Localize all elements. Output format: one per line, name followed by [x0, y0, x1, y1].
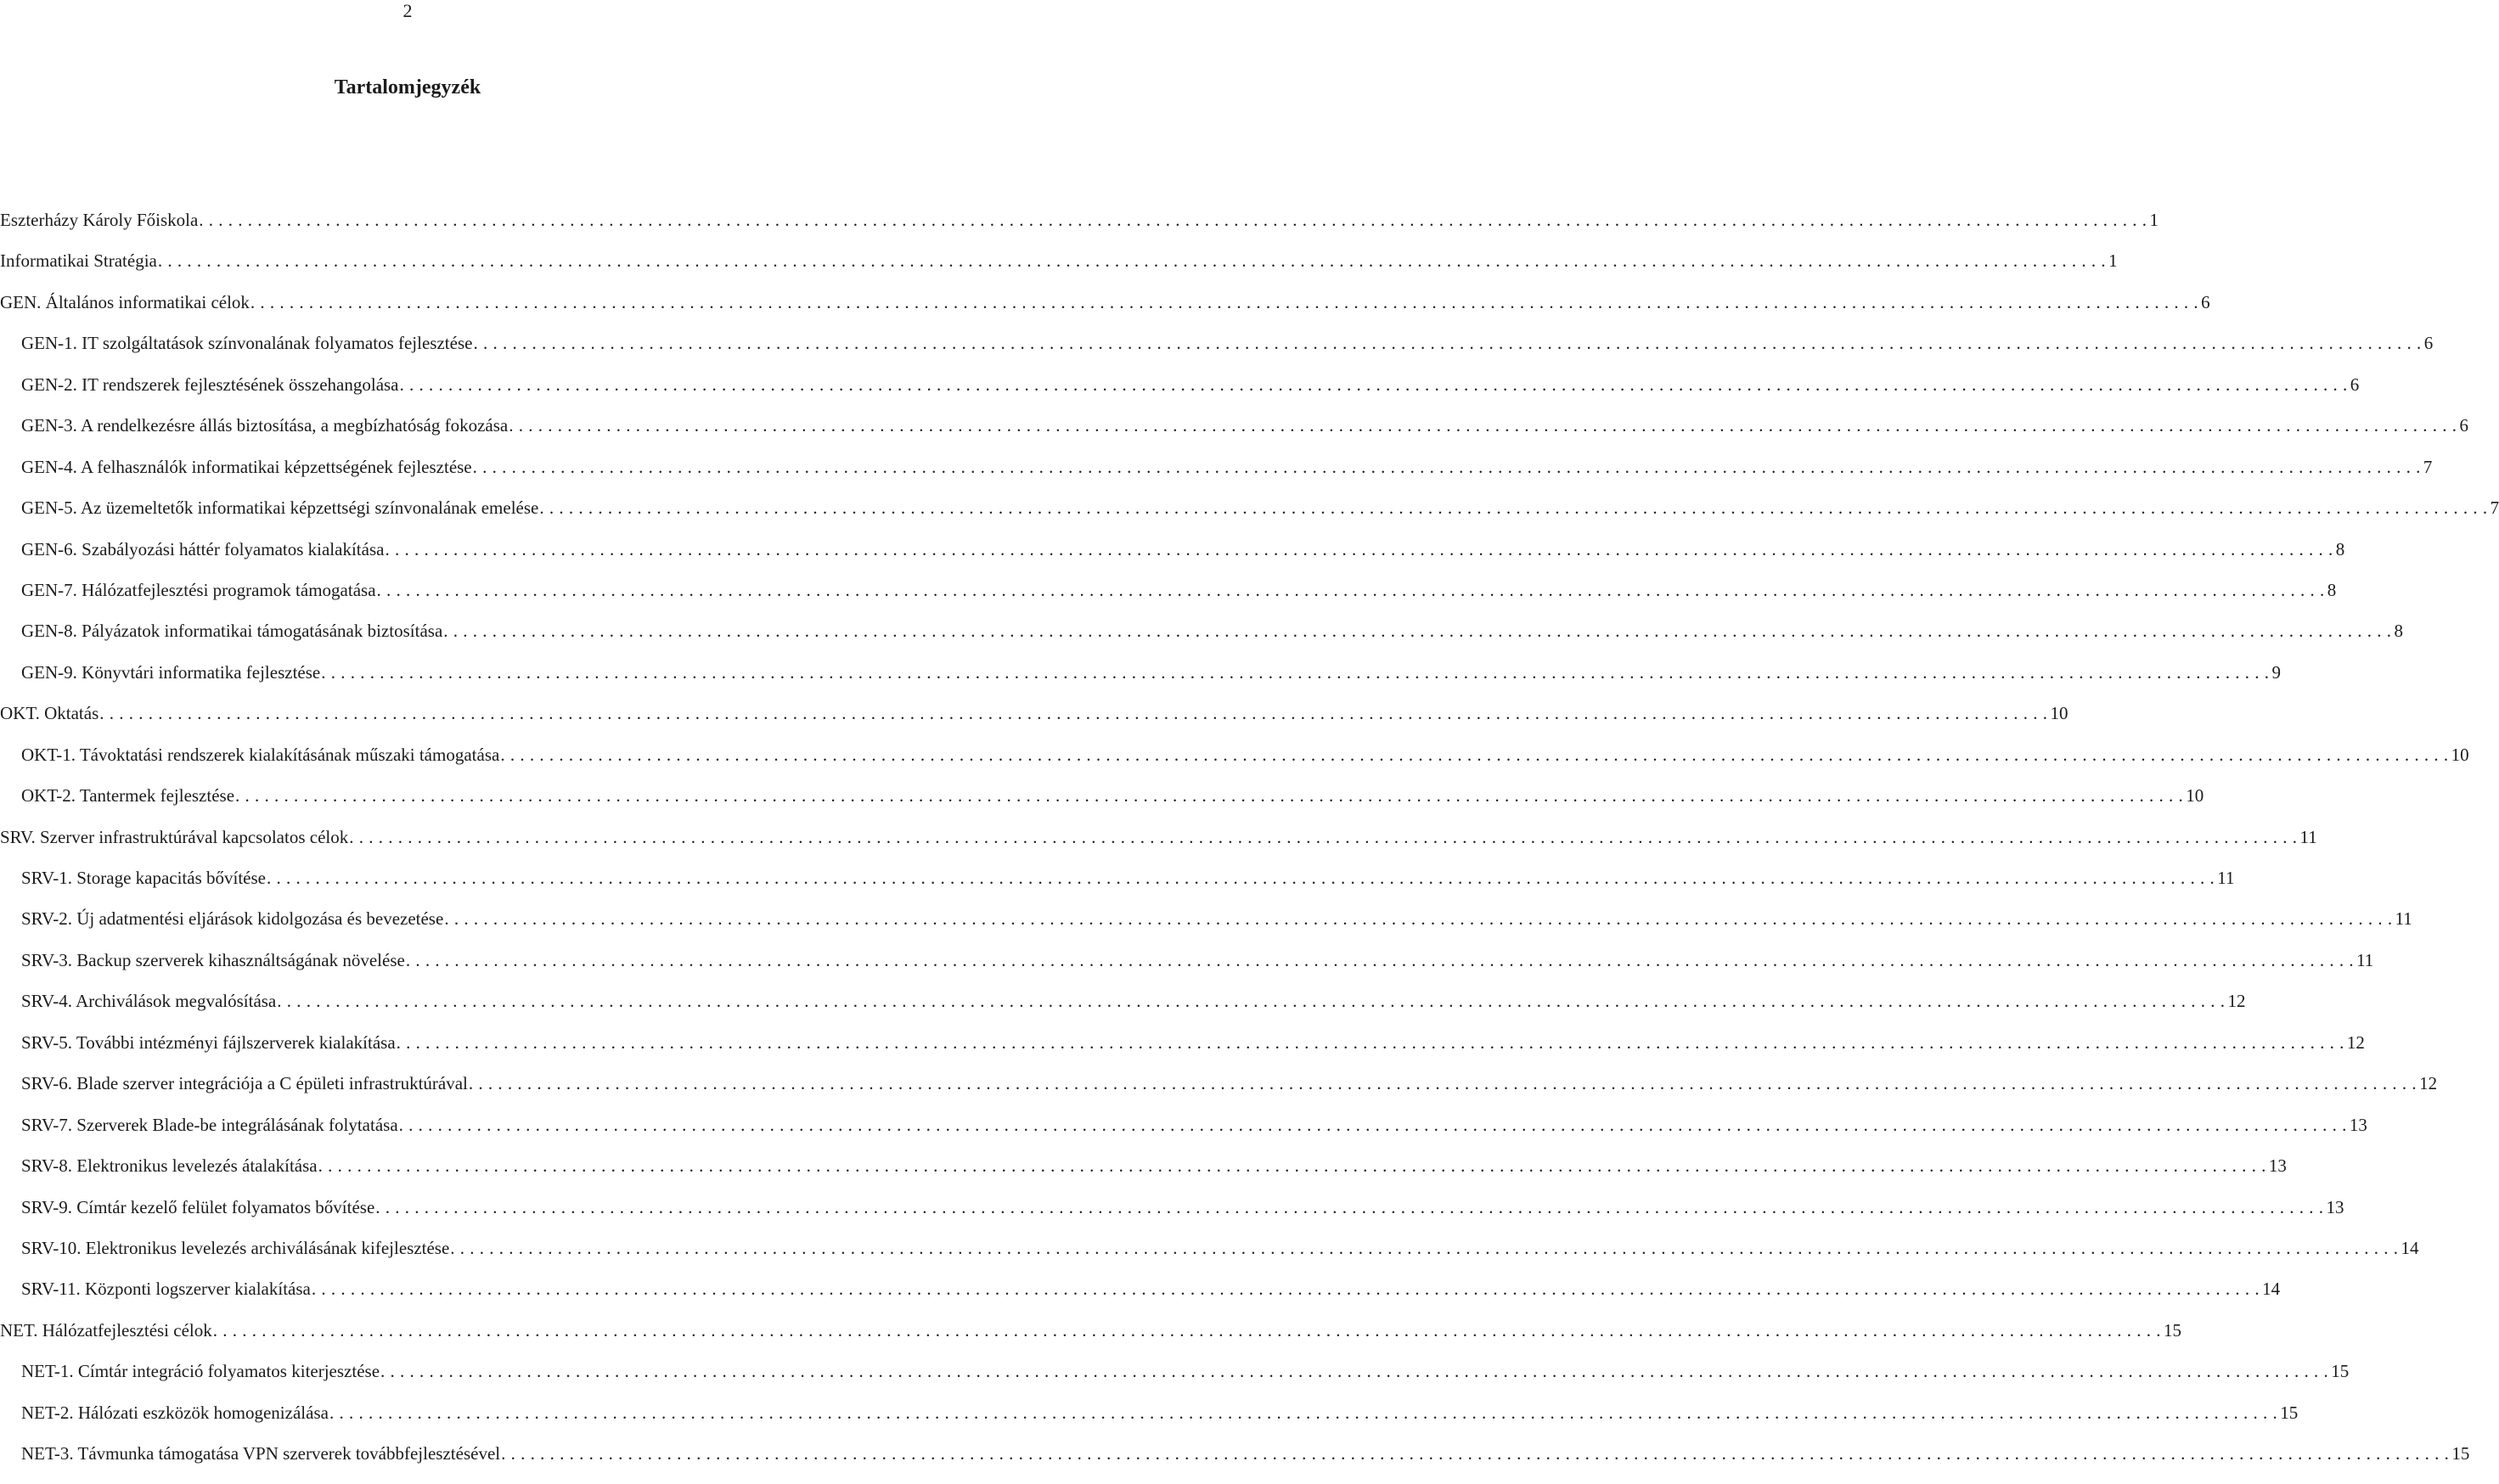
toc-dot-leader: . . . . . . . . . . . . . . . . . . . . . . . . . . . . . . . . . . . . . . . . . . . . . . . . . . . . . . . . . . . . . . . . . . . . . . . . . . . . . . . . . . . . . . . . . . . . . . . . . . . . . . . . . . . . . . . . . . . . . . . . . . . . . . . . . . . . . . . . . . . . . . . . . . . . . . . . . . . . . . . . . . . . . . . . . . . . . . . . . . . . . . . . . . . . . . . . . . . . . . . .	[349, 826, 2298, 847]
toc-entry-page: 14	[2401, 1237, 2419, 1258]
toc-dot-leader: . . . . . . . . . . . . . . . . . . . . . . . . . . . . . . . . . . . . . . . . . . . . . . . . . . . . . . . . . . . . . . . . . . . . . . . . . . . . . . . . . . . . . . . . . . . . . . . . . . . . . . . . . . . . . . . . . . . . . . . . . . . . . . . . . . . . . . . . . . . . . . . . . . . . . . . . . . . . . . . . . . . . . . . . . . . . . . . . . . . . . . . . . . . . . . . . . . . . . . . .	[329, 1402, 2278, 1423]
toc-entry-title: Eszterházy Károly Főiskola	[0, 210, 199, 230]
toc-entry-title: Informatikai Stratégia	[0, 250, 157, 272]
toc-entry[interactable]	[0, 1196, 2344, 1237]
toc-entry-page: 7	[2490, 497, 2499, 519]
toc-dot-leader: . . . . . . . . . . . . . . . . . . . . . . . . . . . . . . . . . . . . . . . . . . . . . . . . . . . . . . . . . . . . . . . . . . . . . . . . . . . . . . . . . . . . . . . . . . . . . . . . . . . . . . . . . . . . . . . . . . . . . . . . . . . . . . . . . . . . . . . . . . . . . . . . . . . . . . . . . . . . . . . . . . . . . . . . . . . . . . . . . . . . . . . . . . . . . . . . . . . . . . . .	[443, 621, 2392, 642]
toc-entry[interactable]	[0, 250, 2118, 290]
toc-entry-title: GEN-9. Könyvtári informatika fejlesztése	[21, 661, 321, 683]
toc-entry[interactable]	[0, 784, 2204, 825]
toc-dot-leader: . . . . . . . . . . . . . . . . . . . . . . . . . . . . . . . . . . . . . . . . . . . . . . . . . . . . . . . . . . . . . . . . . . . . . . . . . . . . . . . . . . . . . . . . . . . . . . . . . . . . . . . . . . . . . . . . . . . . . . . . . . . . . . . . . . . . . . . . . . . . . . . . . . . . . . . . . . . . . . . . . . . . . . . . . . . . . . . . . . . . . . . . . . . . . . . . . . . . . . . .	[509, 415, 2457, 436]
toc-dot-leader: . . . . . . . . . . . . . . . . . . . . . . . . . . . . . . . . . . . . . . . . . . . . . . . . . . . . . . . . . . . . . . . . . . . . . . . . . . . . . . . . . . . . . . . . . . . . . . . . . . . . . . . . . . . . . . . . . . . . . . . . . . . . . . . . . . . . . . . . . . . . . . . . . . . . . . . . . . . . . . . . . . . . . . . . . . . . . . . . . . . . . . . . . . . . . . . . . . . . . . . .	[444, 908, 2393, 930]
toc-entry-title: GEN-8. Pályázatok informatikai támogatásának biztosítása	[21, 621, 443, 642]
toc-dot-leader: . . . . . . . . . . . . . . . . . . . . . . . . . . . . . . . . . . . . . . . . . . . . . . . . . . . . . . . . . . . . . . . . . . . . . . . . . . . . . . . . . . . . . . . . . . . . . . . . . . . . . . . . . . . . . . . . . . . . . . . . . . . . . . . . . . . . . . . . . . . . . . . . . . . . . . . . . . . . . . . . . . . . . . . . . . . . . . . . . . . . . . . . . . . . . . . . . . . . . . . .	[376, 579, 2325, 600]
toc-entry[interactable]	[0, 908, 2412, 948]
toc-entry[interactable]	[0, 579, 2337, 620]
toc-entry-page: 15	[2164, 1319, 2181, 1341]
toc-entry-title: GEN-3. A rendelkezésre állás biztosítása, a megbízhatóság fokozása	[21, 415, 509, 436]
toc-entry-title: GEN-6. Szabályozási háttér folyamatos kialakítása	[21, 538, 385, 559]
toc-dot-leader: . . . . . . . . . . . . . . . . . . . . . . . . . . . . . . . . . . . . . . . . . . . . . . . . . . . . . . . . . . . . . . . . . . . . . . . . . . . . . . . . . . . . . . . . . . . . . . . . . . . . . . . . . . . . . . . . . . . . . . . . . . . . . . . . . . . . . . . . . . . . . . . . . . . . . . . . . . . . . . . . . . . . . . . . . . . . . . . . . . . . . . . . . . . . . . . . . . . . . . . .	[501, 1443, 2450, 1464]
toc-dot-leader: . . . . . . . . . . . . . . . . . . . . . . . . . . . . . . . . . . . . . . . . . . . . . . . . . . . . . . . . . . . . . . . . . . . . . . . . . . . . . . . . . . . . . . . . . . . . . . . . . . . . . . . . . . . . . . . . . . . . . . . . . . . . . . . . . . . . . . . . . . . . . . . . . . . . . . . . . . . . . . . . . . . . . . . . . . . . . . . . . . . . . . . . . . . . . . . . . . . . . . . .	[277, 991, 2226, 1012]
toc-entry[interactable]	[0, 1319, 2181, 1360]
toc-entry-title: SRV-9. Címtár kezelő felület folyamatos bővítése	[21, 1196, 375, 1217]
toc-entry-page: 15	[2280, 1402, 2299, 1423]
toc-entry-title: NET-3. Távmunka támogatása VPN szerverek továbbfejlesztésével	[21, 1443, 501, 1464]
toc-entry-title: NET-2. Hálózati eszközök homogenizálása	[21, 1402, 329, 1423]
toc-entry[interactable]	[0, 867, 2235, 908]
toc-entry-page: 10	[2050, 703, 2068, 724]
toc-entry[interactable]	[0, 1031, 2365, 1072]
toc-entry[interactable]	[0, 456, 2433, 497]
toc-dot-leader: . . . . . . . . . . . . . . . . . . . . . . . . . . . . . . . . . . . . . . . . . . . . . . . . . . . . . . . . . . . . . . . . . . . . . . . . . . . . . . . . . . . . . . . . . . . . . . . . . . . . . . . . . . . . . . . . . . . . . . . . . . . . . . . . . . . . . . . . . . . . . . . . . . . . . . . . . . . . . . . . . . . . . . . . . . . . . . . . . . . . . . . . . . . . . . . . . . . . . . . .	[405, 949, 2355, 970]
toc-entry-title: SRV-3. Backup szerverek kihasználtságának növelése	[21, 949, 405, 970]
toc-entry[interactable]	[0, 1237, 2419, 1278]
toc-entry-page: 10	[2186, 785, 2204, 807]
toc-entry-page: 15	[2331, 1361, 2350, 1382]
toc-entry-title: SRV-6. Blade szerver integrációja a C épületi infrastruktúrával	[21, 1073, 468, 1094]
toc-entry-page: 12	[2346, 1031, 2365, 1053]
toc-dot-leader: . . . . . . . . . . . . . . . . . . . . . . . . . . . . . . . . . . . . . . . . . . . . . . . . . . . . . . . . . . . . . . . . . . . . . . . . . . . . . . . . . . . . . . . . . . . . . . . . . . . . . . . . . . . . . . . . . . . . . . . . . . . . . . . . . . . . . . . . . . . . . . . . . . . . . . . . . . . . . . . . . . . . . . . . . . . . . . . . . . . . . . . . . . . . . . . . . . . . . . . .	[267, 868, 2215, 888]
toc-dot-leader: . . . . . . . . . . . . . . . . . . . . . . . . . . . . . . . . . . . . . . . . . . . . . . . . . . . . . . . . . . . . . . . . . . . . . . . . . . . . . . . . . . . . . . . . . . . . . . . . . . . . . . . . . . . . . . . . . . . . . . . . . . . . . . . . . . . . . . . . . . . . . . . . . . . . . . . . . . . . . . . . . . . . . . . . . . . . . . . . . . . . . . . . . . . . . . . . . . . . . . . .	[250, 291, 2199, 312]
toc-dot-leader: . . . . . . . . . . . . . . . . . . . . . . . . . . . . . . . . . . . . . . . . . . . . . . . . . . . . . . . . . . . . . . . . . . . . . . . . . . . . . . . . . . . . . . . . . . . . . . . . . . . . . . . . . . . . . . . . . . . . . . . . . . . . . . . . . . . . . . . . . . . . . . . . . . . . . . . . . . . . . . . . . . . . . . . . . . . . . . . . . . . . . . . . . . . . . . . . . . . . . . . .	[500, 744, 2449, 765]
toc-entry-page: 8	[2327, 579, 2337, 600]
toc-dot-leader: . . . . . . . . . . . . . . . . . . . . . . . . . . . . . . . . . . . . . . . . . . . . . . . . . . . . . . . . . . . . . . . . . . . . . . . . . . . . . . . . . . . . . . . . . . . . . . . . . . . . . . . . . . . . . . . . . . . . . . . . . . . . . . . . . . . . . . . . . . . . . . . . . . . . . . . . . . . . . . . . . . . . . . . . . . . . . . . . . . . . . . . . . . . . . . . . . . . . . . . .	[396, 1031, 2344, 1053]
toc-entry[interactable]	[0, 209, 2159, 250]
toc-entry-title: GEN-2. IT rendszerek fejlesztésének összehangolása	[21, 374, 399, 395]
toc-dot-leader: . . . . . . . . . . . . . . . . . . . . . . . . . . . . . . . . . . . . . . . . . . . . . . . . . . . . . . . . . . . . . . . . . . . . . . . . . . . . . . . . . . . . . . . . . . . . . . . . . . . . . . . . . . . . . . . . . . . . . . . . . . . . . . . . . . . . . . . . . . . . . . . . . . . . . . . . . . . . . . . . . . . . . . . . . . . . . . . . . . . . . . . . . . . . . . . . . . . . . . . .	[398, 1114, 2347, 1135]
toc-dot-leader: . . . . . . . . . . . . . . . . . . . . . . . . . . . . . . . . . . . . . . . . . . . . . . . . . . . . . . . . . . . . . . . . . . . . . . . . . . . . . . . . . . . . . . . . . . . . . . . . . . . . . . . . . . . . . . . . . . . . . . . . . . . . . . . . . . . . . . . . . . . . . . . . . . . . . . . . . . . . . . . . . . . . . . . . . . . . . . . . . . . . . . . . . . . . . . . . . . . . . . . .	[212, 1319, 2161, 1341]
toc-entry[interactable]	[0, 1278, 2281, 1318]
toc-entry-title: GEN-5. Az üzemeltetők informatikai képzettségi színvonalának emelése	[21, 497, 539, 519]
toc-entry-page: 6	[2459, 415, 2468, 436]
toc-dot-leader: . . . . . . . . . . . . . . . . . . . . . . . . . . . . . . . . . . . . . . . . . . . . . . . . . . . . . . . . . . . . . . . . . . . . . . . . . . . . . . . . . . . . . . . . . . . . . . . . . . . . . . . . . . . . . . . . . . . . . . . . . . . . . . . . . . . . . . . . . . . . . . . . . . . . . . . . . . . . . . . . . . . . . . . . . . . . . . . . . . . . . . . . . . . . . . . . . . . . . . . .	[375, 1196, 2324, 1217]
toc-entry[interactable]	[0, 1360, 2350, 1401]
toc-entry-page: 13	[2349, 1114, 2367, 1135]
toc-entry-page: 15	[2451, 1443, 2470, 1464]
toc-entry-page: 9	[2271, 661, 2281, 683]
toc-dot-leader: . . . . . . . . . . . . . . . . . . . . . . . . . . . . . . . . . . . . . . . . . . . . . . . . . . . . . . . . . . . . . . . . . . . . . . . . . . . . . . . . . . . . . . . . . . . . . . . . . . . . . . . . . . . . . . . . . . . . . . . . . . . . . . . . . . . . . . . . . . . . . . . . . . . . . . . . . . . . . . . . . . . . . . . . . . . . . . . . . . . . . . . . . . . . . . . . . . . . . . . .	[311, 1279, 2260, 1300]
toc-dot-leader: . . . . . . . . . . . . . . . . . . . . . . . . . . . . . . . . . . . . . . . . . . . . . . . . . . . . . . . . . . . . . . . . . . . . . . . . . . . . . . . . . . . . . . . . . . . . . . . . . . . . . . . . . . . . . . . . . . . . . . . . . . . . . . . . . . . . . . . . . . . . . . . . . . . . . . . . . . . . . . . . . . . . . . . . . . . . . . . . . . . . . . . . . . . . . . . . . . . . . . . .	[450, 1237, 2399, 1258]
toc-entry-title: OKT. Oktatás	[0, 703, 99, 724]
toc-dot-leader: . . . . . . . . . . . . . . . . . . . . . . . . . . . . . . . . . . . . . . . . . . . . . . . . . . . . . . . . . . . . . . . . . . . . . . . . . . . . . . . . . . . . . . . . . . . . . . . . . . . . . . . . . . . . . . . . . . . . . . . . . . . . . . . . . . . . . . . . . . . . . . . . . . . . . . . . . . . . . . . . . . . . . . . . . . . . . . . . . . . . . . . . . . . . . . . . . . . . . . . .	[399, 374, 2348, 395]
toc-entry-title: SRV-5. További intézményi fájlszerverek kialakítása	[21, 1031, 396, 1053]
toc-dot-leader: . . . . . . . . . . . . . . . . . . . . . . . . . . . . . . . . . . . . . . . . . . . . . . . . . . . . . . . . . . . . . . . . . . . . . . . . . . . . . . . . . . . . . . . . . . . . . . . . . . . . . . . . . . . . . . . . . . . . . . . . . . . . . . . . . . . . . . . . . . . . . . . . . . . . . . . . . . . . . . . . . . . . . . . . . . . . . . . . . . . . . . . . . . . . . . . . . . . . . . . .	[380, 1361, 2329, 1382]
toc-entry[interactable]	[0, 291, 2210, 332]
toc-dot-leader: . . . . . . . . . . . . . . . . . . . . . . . . . . . . . . . . . . . . . . . . . . . . . . . . . . . . . . . . . . . . . . . . . . . . . . . . . . . . . . . . . . . . . . . . . . . . . . . . . . . . . . . . . . . . . . . . . . . . . . . . . . . . . . . . . . . . . . . . . . . . . . . . . . . . . . . . . . . . . . . . . . . . . . . . . . . . . . . . . . . . . . . . . . . . . . . . . . . . . . . .	[468, 1073, 2417, 1094]
toc-entry[interactable]	[0, 990, 2246, 1031]
toc-entry[interactable]	[0, 414, 2468, 455]
toc-dot-leader: . . . . . . . . . . . . . . . . . . . . . . . . . . . . . . . . . . . . . . . . . . . . . . . . . . . . . . . . . . . . . . . . . . . . . . . . . . . . . . . . . . . . . . . . . . . . . . . . . . . . . . . . . . . . . . . . . . . . . . . . . . . . . . . . . . . . . . . . . . . . . . . . . . . . . . . . . . . . . . . . . . . . . . . . . . . . . . . . . . . . . . . . . . . . . . . . . . . . . . . .	[157, 250, 2107, 272]
toc-dot-leader: . . . . . . . . . . . . . . . . . . . . . . . . . . . . . . . . . . . . . . . . . . . . . . . . . . . . . . . . . . . . . . . . . . . . . . . . . . . . . . . . . . . . . . . . . . . . . . . . . . . . . . . . . . . . . . . . . . . . . . . . . . . . . . . . . . . . . . . . . . . . . . . . . . . . . . . . . . . . . . . . . . . . . . . . . . . . . . . . . . . . . . . . . . . . . . . . . . . . . . . .	[473, 333, 2422, 354]
page-number: 2	[402, 0, 413, 21]
toc-entry-page: 10	[2451, 744, 2469, 765]
toc-dot-leader: . . . . . . . . . . . . . . . . . . . . . . . . . . . . . . . . . . . . . . . . . . . . . . . . . . . . . . . . . . . . . . . . . . . . . . . . . . . . . . . . . . . . . . . . . . . . . . . . . . . . . . . . . . . . . . . . . . . . . . . . . . . . . . . . . . . . . . . . . . . . . . . . . . . . . . . . . . . . . . . . . . . . . . . . . . . . . . . . . . . . . . . . . . . . . . . . . . . . . . . .	[321, 661, 2270, 683]
toc-entry[interactable]	[0, 497, 2499, 537]
toc-entry[interactable]	[0, 1402, 2299, 1442]
toc-entry-page: 1	[2149, 210, 2159, 230]
toc-entry[interactable]	[0, 1114, 2367, 1155]
toc-entry-title: GEN-4. A felhasználók informatikai képzettségének fejlesztése	[21, 456, 472, 477]
toc-entry-title: SRV-4. Archiválások megvalósítása	[21, 991, 277, 1012]
toc-entry-page: 11	[2356, 949, 2374, 970]
toc-entry[interactable]	[0, 1442, 2470, 1483]
toc-dot-leader: . . . . . . . . . . . . . . . . . . . . . . . . . . . . . . . . . . . . . . . . . . . . . . . . . . . . . . . . . . . . . . . . . . . . . . . . . . . . . . . . . . . . . . . . . . . . . . . . . . . . . . . . . . . . . . . . . . . . . . . . . . . . . . . . . . . . . . . . . . . . . . . . . . . . . . . . . . . . . . . . . . . . . . . . . . . . . . . . . . . . . . . . . . . . . . . . . . . . . . . .	[99, 703, 2048, 724]
toc-entry-page: 13	[2326, 1196, 2344, 1217]
toc-entry-page: 6	[2201, 291, 2210, 312]
toc-entry[interactable]	[0, 661, 2281, 702]
toc-entry-page: 14	[2262, 1279, 2281, 1300]
toc-entry-page: 8	[2335, 538, 2345, 559]
toc-entry[interactable]	[0, 744, 2469, 784]
toc-dot-leader: . . . . . . . . . . . . . . . . . . . . . . . . . . . . . . . . . . . . . . . . . . . . . . . . . . . . . . . . . . . . . . . . . . . . . . . . . . . . . . . . . . . . . . . . . . . . . . . . . . . . . . . . . . . . . . . . . . . . . . . . . . . . . . . . . . . . . . . . . . . . . . . . . . . . . . . . . . . . . . . . . . . . . . . . . . . . . . . . . . . . . . . . . . . . . . . . . . . . . . . .	[539, 497, 2488, 519]
toc-entry-title: SRV-11. Központi logszerver kialakítása	[21, 1279, 311, 1300]
toc-entry-title: GEN-7. Hálózatfejlesztési programok támogatása	[21, 579, 376, 600]
toc-entry-page: 13	[2268, 1155, 2287, 1177]
toc-entry-title: GEN. Általános informatikai célok	[0, 291, 250, 312]
toc-entry[interactable]	[0, 374, 2360, 414]
toc-entry-page: 6	[2423, 333, 2434, 354]
toc-dot-leader: . . . . . . . . . . . . . . . . . . . . . . . . . . . . . . . . . . . . . . . . . . . . . . . . . . . . . . . . . . . . . . . . . . . . . . . . . . . . . . . . . . . . . . . . . . . . . . . . . . . . . . . . . . . . . . . . . . . . . . . . . . . . . . . . . . . . . . . . . . . . . . . . . . . . . . . . . . . . . . . . . . . . . . . . . . . . . . . . . . . . . . . . . . . . . . . . . . . . . . . .	[472, 456, 2421, 477]
toc-entry[interactable]	[0, 702, 2068, 743]
toc-entry-page: 11	[2299, 826, 2317, 847]
toc-entry-page: 11	[2395, 908, 2412, 930]
toc-entry-title: NET. Hálózatfejlesztési célok	[0, 1319, 212, 1341]
toc-entry[interactable]	[0, 620, 2404, 660]
toc-entry-page: 7	[2423, 456, 2433, 477]
toc-entry[interactable]	[0, 949, 2374, 990]
toc-entry-title: SRV-1. Storage kapacitás bővítése	[21, 868, 266, 888]
toc-list	[0, 209, 2499, 1484]
toc-entry-page: 12	[2227, 991, 2246, 1012]
toc-entry-title: OKT-2. Tantermek fejlesztése	[21, 785, 235, 807]
toc-entry-title: SRV-10. Elektronikus levelezés archiválásának kifejlesztése	[21, 1237, 450, 1258]
toc-entry[interactable]	[0, 332, 2434, 373]
toc-entry[interactable]	[0, 1155, 2287, 1195]
toc-entry-page: 8	[2394, 621, 2404, 642]
toc-entry-title: SRV-7. Szerverek Blade-be integrálásának folytatása	[21, 1114, 398, 1135]
toc-dot-leader: . . . . . . . . . . . . . . . . . . . . . . . . . . . . . . . . . . . . . . . . . . . . . . . . . . . . . . . . . . . . . . . . . . . . . . . . . . . . . . . . . . . . . . . . . . . . . . . . . . . . . . . . . . . . . . . . . . . . . . . . . . . . . . . . . . . . . . . . . . . . . . . . . . . . . . . . . . . . . . . . . . . . . . . . . . . . . . . . . . . . . . . . . . . . . . . . . . . . . . . .	[235, 785, 2184, 807]
toc-dot-leader: . . . . . . . . . . . . . . . . . . . . . . . . . . . . . . . . . . . . . . . . . . . . . . . . . . . . . . . . . . . . . . . . . . . . . . . . . . . . . . . . . . . . . . . . . . . . . . . . . . . . . . . . . . . . . . . . . . . . . . . . . . . . . . . . . . . . . . . . . . . . . . . . . . . . . . . . . . . . . . . . . . . . . . . . . . . . . . . . . . . . . . . . . . . . . . . . . . . . . . . .	[199, 210, 2147, 230]
toc-entry-page: 11	[2217, 868, 2235, 888]
toc-dot-leader: . . . . . . . . . . . . . . . . . . . . . . . . . . . . . . . . . . . . . . . . . . . . . . . . . . . . . . . . . . . . . . . . . . . . . . . . . . . . . . . . . . . . . . . . . . . . . . . . . . . . . . . . . . . . . . . . . . . . . . . . . . . . . . . . . . . . . . . . . . . . . . . . . . . . . . . . . . . . . . . . . . . . . . . . . . . . . . . . . . . . . . . . . . . . . . . . . . . . . . . .	[385, 538, 2333, 559]
toc-entry-page: 1	[2108, 250, 2118, 272]
toc-entry[interactable]	[0, 1072, 2438, 1113]
toc-entry-title: SRV-2. Új adatmentési eljárások kidolgozása és bevezetése	[21, 908, 444, 930]
toc-entry-title: SRV-8. Elektronikus levelezés átalakítása	[21, 1155, 318, 1177]
toc-entry-page: 6	[2350, 374, 2360, 395]
toc-entry-title: GEN-1. IT szolgáltatások színvonalának folyamatos fejlesztése	[21, 333, 473, 354]
toc-entry-title: NET-1. Címtár integráció folyamatos kiterjesztése	[21, 1361, 380, 1382]
page-title: Tartalomjegyzék	[334, 76, 481, 98]
toc-entry-title: SRV. Szerver infrastruktúrával kapcsolatos célok	[0, 826, 349, 847]
toc-entry[interactable]	[0, 538, 2345, 579]
toc-entry[interactable]	[0, 826, 2317, 867]
toc-entry-title: OKT-1. Távoktatási rendszerek kialakításának műszaki támogatása	[21, 744, 500, 765]
toc-entry-page: 12	[2419, 1073, 2438, 1094]
toc-dot-leader: . . . . . . . . . . . . . . . . . . . . . . . . . . . . . . . . . . . . . . . . . . . . . . . . . . . . . . . . . . . . . . . . . . . . . . . . . . . . . . . . . . . . . . . . . . . . . . . . . . . . . . . . . . . . . . . . . . . . . . . . . . . . . . . . . . . . . . . . . . . . . . . . . . . . . . . . . . . . . . . . . . . . . . . . . . . . . . . . . . . . . . . . . . . . . . . . . . . . . . . .	[318, 1155, 2266, 1177]
